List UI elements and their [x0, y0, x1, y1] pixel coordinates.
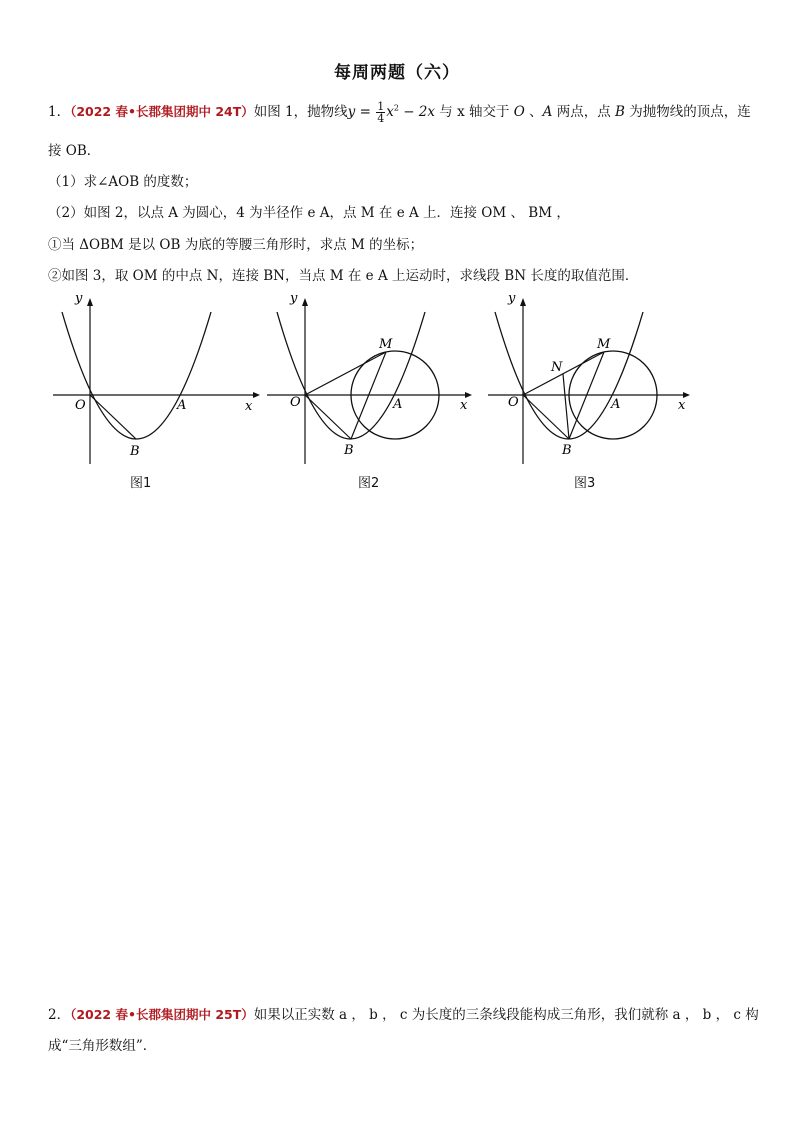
segment-bn	[563, 374, 569, 439]
fraction-denominator: 4	[377, 112, 385, 125]
parabola	[277, 312, 425, 439]
q2-number: 2．	[48, 1007, 71, 1023]
label-a: A	[177, 398, 187, 413]
label-y: y	[290, 292, 298, 306]
q1-text-c: 、	[524, 104, 543, 120]
label-b: B	[562, 443, 572, 458]
segment-om	[523, 352, 604, 395]
q1-number: 1．	[48, 104, 71, 120]
q1-text-b: 与 x 轴交于	[435, 104, 514, 120]
segment-om	[305, 352, 386, 395]
parabola	[62, 312, 211, 439]
label-m: M	[597, 337, 611, 352]
q2-line-2: 成“三角形数组”．	[48, 1038, 157, 1054]
q1-fraction	[376, 101, 385, 124]
label-x: x	[678, 398, 686, 413]
figure-1	[48, 292, 268, 467]
q1-line-2: 接 OB．	[48, 143, 101, 159]
q1-text-e: 为抛物线的顶点，连	[624, 104, 751, 120]
q1-part-2: （2）如图 2，以点 A 为圆心，4 为半径作 e A，点 M 在 e A 上．连接 OM 、 BM ，	[48, 205, 570, 221]
figure-2-caption: 图2	[358, 476, 380, 491]
q1-eq-rest: − 2x	[398, 104, 436, 120]
q1-eq-x: x	[386, 104, 394, 120]
label-y: y	[75, 292, 83, 306]
figure-2	[262, 292, 482, 467]
figure-1-caption: 图1	[130, 476, 152, 491]
q1-point-o: O	[513, 104, 525, 120]
q1-text-a: 如图 1，抛物线	[253, 104, 348, 120]
q2-text: 如果以正实数 a ， b ， c 为长度的三条线段能构成三角形，我们就称 a ， b ， c 构	[253, 1007, 759, 1023]
q1-point-a: A	[542, 104, 553, 120]
q1-line-1	[48, 100, 751, 124]
q1-part-1: （1）求∠AOB 的度数；	[48, 174, 198, 190]
label-m: M	[379, 337, 393, 352]
parabola	[495, 312, 643, 439]
q1-part-2-ii: ②如图 3，取 OM 的中点 N，连接 BN，当点 M 在 e A 上运动时，求线段 BN 长度的取值范围．	[48, 268, 639, 284]
label-a: A	[393, 397, 403, 412]
q1-eq-exponent: 2	[393, 103, 399, 113]
segment-ob	[523, 395, 569, 439]
figure-3	[483, 292, 703, 467]
q1-point-b: B	[615, 104, 625, 120]
q1-part-2-i: ①当 ΔOBM 是以 OB 为底的等腰三角形时，求点 M 的坐标；	[48, 237, 424, 253]
q1-source: （2022 春•长郡集团期中 24T）	[70, 104, 254, 119]
y-axis-arrow	[87, 298, 93, 306]
label-x: x	[460, 398, 468, 413]
label-y: y	[508, 292, 516, 306]
y-axis-arrow	[520, 298, 526, 306]
label-b: B	[130, 444, 140, 459]
fraction-numerator: 1	[377, 100, 385, 113]
q1-text-d: 两点，点	[552, 104, 616, 120]
q2-source: （2022 春•长郡集团期中 25T）	[70, 1007, 254, 1022]
x-axis-arrow	[253, 392, 260, 398]
label-n: N	[551, 360, 563, 375]
q1-eq-equals: =	[355, 104, 376, 120]
label-o: O	[290, 395, 301, 410]
segment-ob	[90, 395, 136, 439]
q2-line-1	[48, 1003, 759, 1023]
label-a: A	[611, 397, 621, 412]
figure-3-caption: 图3	[574, 476, 596, 491]
label-b: B	[344, 443, 354, 458]
label-x: x	[245, 399, 253, 414]
y-axis-arrow	[302, 298, 308, 306]
segment-ob	[305, 395, 351, 439]
page-title: 每周两题（六）	[334, 63, 460, 83]
label-o: O	[508, 395, 519, 410]
label-o: O	[75, 398, 86, 413]
q1-eq-y: y	[347, 104, 356, 120]
